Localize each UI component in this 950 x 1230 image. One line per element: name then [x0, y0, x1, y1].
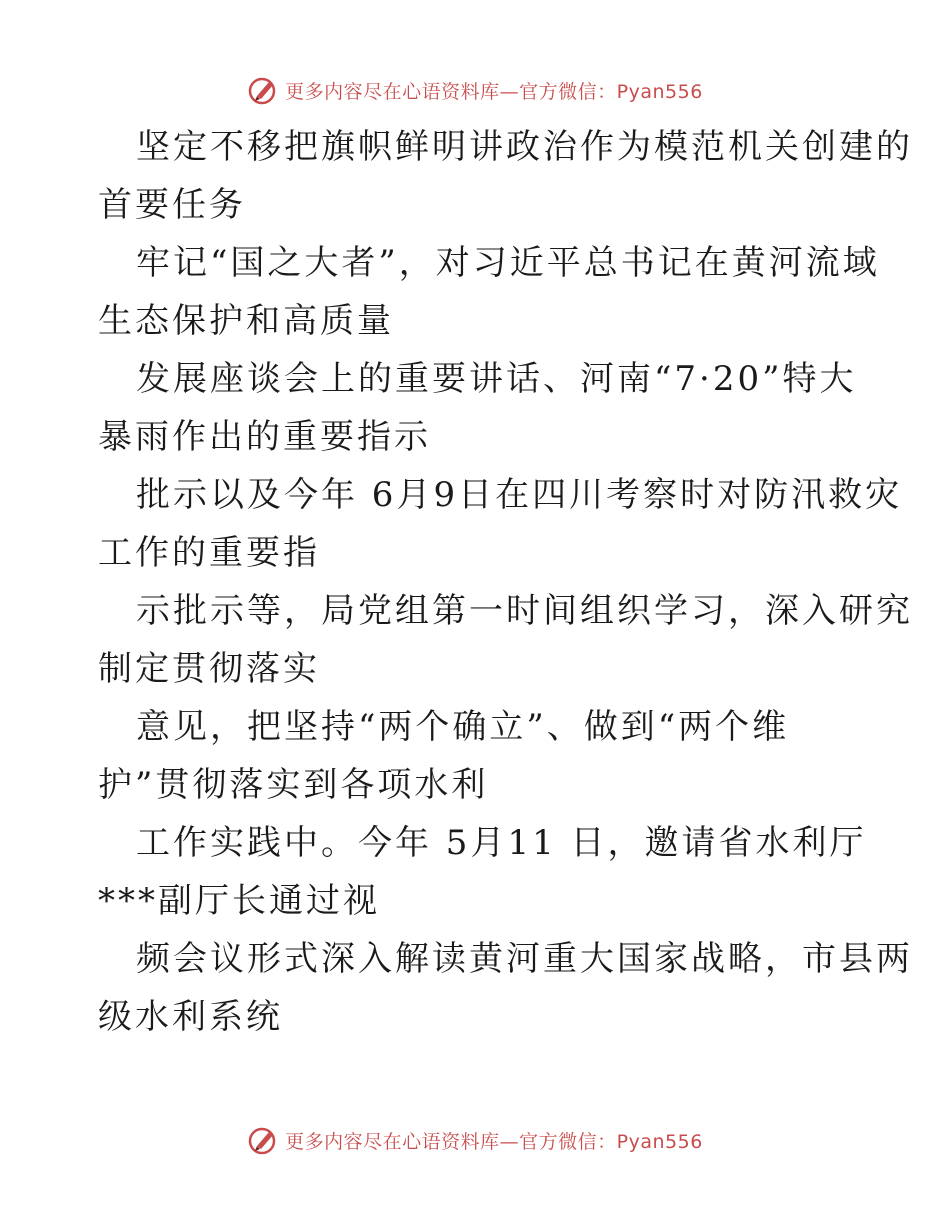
footer-watermark — [0, 1120, 950, 1160]
watermark-wechat-id: Pyan556 — [616, 1130, 703, 1153]
body-text-line: 频会议形式深入解读黄河重大国家战略，市县两 — [136, 939, 913, 979]
body-text-line: 暴雨作出的重要指示 — [98, 417, 431, 457]
body-text-line: 坚定不移把旗帜鲜明讲政治作为模范机关创建的 — [136, 127, 913, 167]
body-text-line: 级水利系统 — [98, 997, 283, 1037]
body-text-line: 护”贯彻落实到各项水利 — [98, 765, 489, 805]
document-body — [98, 118, 913, 1046]
body-text-line: 牢记“国之大者”，对习近平总书记在黄河流域 — [136, 243, 880, 283]
header-watermark — [0, 70, 950, 110]
watermark-text: 更多内容尽在心语资料库—官方微信：Pyan556 — [285, 80, 703, 103]
watermark-text: 更多内容尽在心语资料库—官方微信：Pyan556 — [285, 1130, 703, 1153]
body-text-line: 工作实践中。今年 5月11 日，邀请省水利厅 — [136, 823, 867, 863]
body-text-line: 示批示等，局党组第一时间组织学习，深入研究 — [136, 591, 913, 631]
body-text-line: 批示以及今年 6月9日在四川考察时对防汛救灾 — [136, 475, 903, 515]
pen-logo-icon — [247, 1124, 279, 1156]
body-text-line: 首要任务 — [98, 185, 246, 225]
body-text-line: 生态保护和高质量 — [98, 301, 394, 341]
body-text-line: ***副厅长通过视 — [98, 881, 380, 921]
body-text-line: 意见，把坚持“两个确立”、做到“两个维 — [136, 707, 790, 747]
pen-logo-icon — [247, 74, 279, 106]
body-text-line: 发展座谈会上的重要讲话、河南“7·20”特大 — [136, 359, 857, 399]
body-text-line: 工作的重要指 — [98, 533, 320, 573]
watermark-wechat-id: Pyan556 — [616, 80, 703, 103]
body-text-line: 制定贯彻落实 — [98, 649, 320, 689]
